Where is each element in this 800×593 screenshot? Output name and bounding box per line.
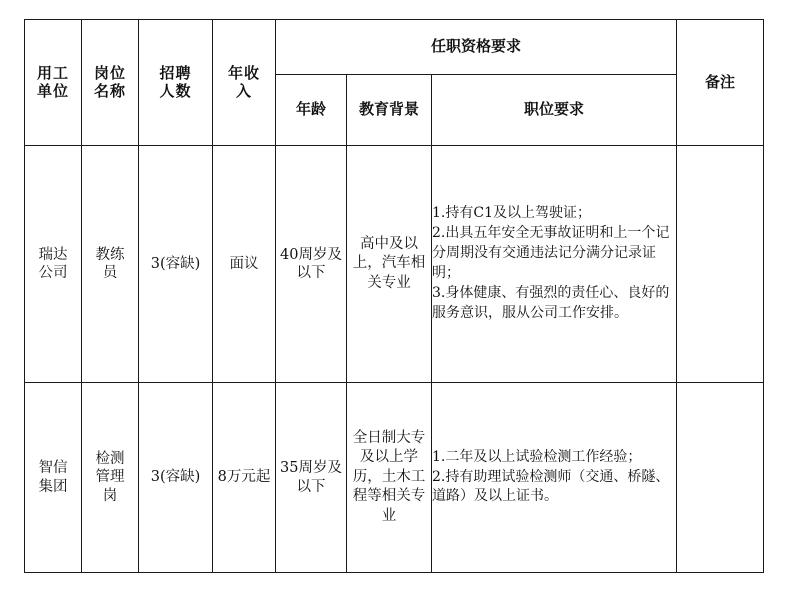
cell-quota: 3(容缺) [139,383,213,573]
header-remarks: 备注 [677,20,764,146]
requirement-item: 2.持有助理试验检测师（交通、桥隧、道路）及以上证书。 [432,468,670,505]
requirement-item: 1.持有C1及以上驾驶证； [432,205,591,222]
recruitment-table [24,19,764,573]
requirement-item: 3.身体健康、有强烈的责任心、良好的服务意识，服从公司工作安排。 [432,284,670,321]
table-row [25,383,764,573]
cell-remarks [677,383,764,573]
requirement-item: 1.二年及以上试验检测工作经验； [432,448,642,465]
cell-requirements [432,383,677,573]
cell-requirements [432,146,677,383]
header-row-1 [25,20,764,75]
header-position: 岗位 名称 [82,20,139,146]
cell-age: 35周岁及以下 [276,383,347,573]
table-row [25,146,764,383]
cell-education: 高中及以上，汽车相关专业 [347,146,432,383]
cell-position: 教练员 [82,146,139,383]
header-job-requirements: 职位要求 [432,75,677,146]
requirement-item: 2.出具五年安全无事故证明和上一个记分周期没有交通违法记分满分记录证明； [432,225,670,281]
header-age: 年龄 [276,75,347,146]
cell-remarks [677,146,764,383]
cell-employer: 瑞达公司 [25,146,82,383]
cell-quota: 3(容缺) [139,146,213,383]
header-qualifications: 任职资格要求 [276,20,677,75]
header-employer: 用工 单位 [25,20,82,146]
header-quota: 招聘 人数 [139,20,213,146]
cell-employer: 智信集团 [25,383,82,573]
header-income: 年收 入 [213,20,276,146]
cell-position: 检测管理岗 [82,383,139,573]
header-education: 教育背景 [347,75,432,146]
cell-income: 面议 [213,146,276,383]
cell-education: 全日制大专及以上学历，土木工程等相关专业 [347,383,432,573]
cell-income: 8万元起 [213,383,276,573]
cell-age: 40周岁及以下 [276,146,347,383]
